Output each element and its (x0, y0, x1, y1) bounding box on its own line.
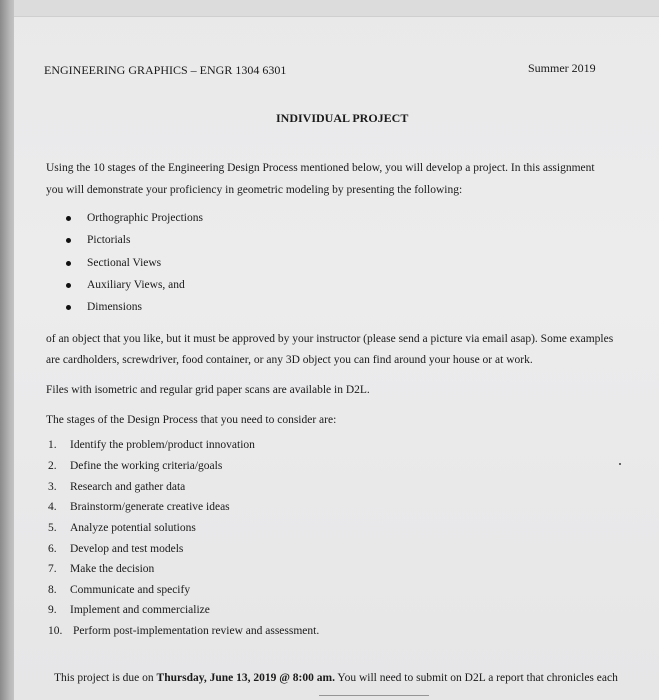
stage-item: Communicate and specify (70, 584, 191, 596)
stages-intro: The stages of the Design Process that you need to consider are: (46, 414, 337, 426)
stage-number: 6. (48, 543, 57, 555)
intro-line-2: you will demonstrate your proficiency in geometric modeling by presenting the following: (46, 184, 463, 196)
bullet-item: Sectional Views (87, 257, 162, 269)
bullet-dot (66, 216, 71, 221)
top-edge (14, 0, 659, 17)
stage-item: Brainstorm/generate creative ideas (70, 501, 230, 513)
intro-line-1: Using the 10 stages of the Engineering Design Process mentioned below, you will develop a project. In this assignment (46, 162, 595, 174)
course-title: ENGINEERING GRAPHICS – ENGR 1304 6301 (44, 63, 287, 77)
stage-item: Research and gather data (70, 481, 186, 493)
object-paragraph-line-1: of an object that you like, but it must be approved by your instructor (please send a picture via email asap). Some examples (46, 333, 614, 345)
stage-number: 2. (48, 460, 57, 472)
stage-item: Make the decision (70, 563, 155, 575)
paper-page (14, 0, 659, 700)
due-date: Thursday, June 13, 2019 @ 8:00 am. (156, 672, 335, 684)
stage-number: 8. (48, 584, 57, 596)
stage-item: Perform post-implementation review and assessment. (73, 625, 320, 637)
bottom-shadow-line (319, 695, 429, 696)
files-note: Files with isometric and regular grid paper scans are available in D2L. (46, 384, 370, 396)
stage-item: Develop and test models (70, 543, 184, 555)
stage-number: 4. (48, 501, 57, 513)
bullet-item: Orthographic Projections (87, 212, 203, 224)
due-statement (54, 671, 618, 685)
paper-speck (619, 463, 621, 465)
stage-number: 10. (48, 625, 63, 637)
stage-number: 9. (48, 604, 57, 616)
stage-number: 7. (48, 563, 57, 575)
stage-item: Implement and commercialize (70, 604, 210, 616)
due-prefix: This project is due on (54, 672, 157, 684)
due-suffix: You will need to submit on D2L a report that chronicles each (334, 672, 618, 684)
bullet-dot (66, 283, 71, 288)
page-heading: INDIVIDUAL PROJECT (276, 111, 409, 125)
bullet-item: Pictorials (87, 234, 131, 246)
term-label: Summer 2019 (528, 61, 596, 75)
bullet-item: Auxiliary Views, and (87, 279, 185, 291)
bullet-dot (66, 305, 71, 310)
stage-item: Analyze potential solutions (70, 522, 196, 534)
object-paragraph-line-2: are cardholders, screwdriver, food container, or any 3D object you can find around your house or at work. (46, 354, 533, 366)
stage-item: Identify the problem/product innovation (70, 439, 255, 451)
bullet-item: Dimensions (87, 301, 142, 313)
bullet-dot (66, 261, 71, 266)
stage-number: 1. (48, 439, 57, 451)
stage-number: 5. (48, 522, 57, 534)
stage-item: Define the working criteria/goals (70, 460, 223, 472)
bullet-dot (66, 238, 71, 243)
stage-number: 3. (48, 481, 57, 493)
